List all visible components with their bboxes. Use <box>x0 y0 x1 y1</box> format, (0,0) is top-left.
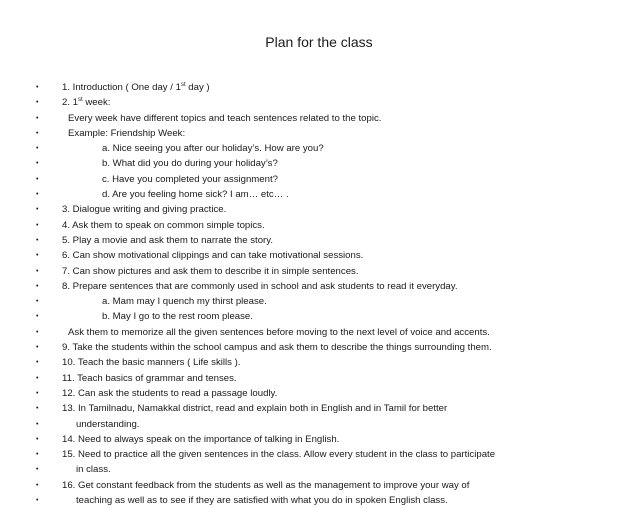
bullet-icon: • <box>36 466 39 474</box>
list-item-main-text: in class. <box>76 464 111 476</box>
bullet-icon: • <box>36 175 39 183</box>
list-item-main-text: 8. Prepare sentences that are commonly used in school and ask students to read it everyday. <box>62 280 458 292</box>
ordinal-superscript: st <box>78 97 83 104</box>
list-item-main-text: a. Nice seeing you after our holiday’s. How are you? <box>102 143 324 155</box>
list-item-main-text: 15. Need to practice all the given sentences in the class. Allow every student in the class to participate <box>62 449 496 461</box>
list-item-main-text: 16. Get constant feedback from the students as well as the management to improve your way of <box>62 479 470 491</box>
bullet-icon: • <box>36 389 39 397</box>
list-item <box>0 187 638 202</box>
bullet-icon: • <box>36 282 39 290</box>
list-item-main-text: 4. Ask them to speak on common simple topics. <box>62 219 265 231</box>
list-item <box>0 172 638 187</box>
bullet-icon: • <box>36 84 39 91</box>
list-item-text <box>62 264 359 279</box>
list-item-main-text: Ask them to memorize all the given sentences before moving to the next level of voice and accents. <box>68 326 490 338</box>
list-item-main-text: 11. Teach basics of grammar and tenses. <box>62 372 237 384</box>
list-item <box>0 218 638 233</box>
list-item-trailing-text: week: <box>82 97 111 109</box>
list-item <box>0 95 638 110</box>
list-item-main-text: 12. Can ask the students to read a passage loudly. <box>62 387 278 399</box>
list-item <box>0 279 638 294</box>
bullet-icon: • <box>36 435 39 443</box>
list-item <box>0 493 638 508</box>
list-item <box>0 340 638 355</box>
list-item-text <box>102 172 278 187</box>
bullet-icon: • <box>36 451 39 459</box>
slide-title: Plan for the class <box>265 34 373 50</box>
list-item-text <box>102 187 289 202</box>
list-item-text <box>76 417 139 432</box>
ordinal-superscript: st <box>180 81 186 88</box>
list-item-text <box>62 355 240 370</box>
list-item-main-text: 5. Play a movie and ask them to narrate the story. <box>62 234 273 246</box>
list-item-main-text: 7. Can show pictures and ask them to describe it in simple sentences. <box>62 265 359 277</box>
bullet-icon: • <box>36 99 39 107</box>
list-item <box>0 462 638 477</box>
list-item-text <box>62 248 363 263</box>
list-item-text <box>62 432 339 447</box>
bullet-icon: • <box>36 221 39 229</box>
list-item <box>0 447 638 462</box>
list-item-text <box>62 386 277 401</box>
list-item <box>0 417 638 432</box>
bullet-icon: • <box>36 405 39 413</box>
list-item-main-text: teaching as well as to see if they are satisfied with what you do in spoken English class. <box>76 495 448 507</box>
list-item <box>0 248 638 263</box>
list-item <box>0 386 638 401</box>
bullet-icon: • <box>36 298 39 306</box>
bullet-icon: • <box>36 160 39 168</box>
list-item-main-text: a. Mam may I quench my thirst please. <box>102 296 267 308</box>
bullet-icon: • <box>36 267 39 275</box>
list-item <box>0 432 638 447</box>
list-item-text <box>62 371 237 386</box>
list-item-text <box>102 141 324 156</box>
list-item-text <box>76 462 111 477</box>
list-item-main-text: c. Have you completed your assignment? <box>102 173 278 185</box>
list-item-main-text: 2. 1 <box>62 97 79 109</box>
list-item <box>0 309 638 324</box>
list-item-main-text: 3. Dialogue writing and giving practice. <box>62 204 227 216</box>
list-item-text <box>102 294 267 309</box>
list-item-text <box>62 447 495 462</box>
list-item-main-text: b. May I go to the rest room please. <box>102 311 253 323</box>
list-item-main-text: 1. Introduction ( One day / 1 <box>62 82 181 93</box>
list-item <box>0 325 638 340</box>
list-item <box>0 126 638 141</box>
bullet-icon: • <box>36 328 39 336</box>
list-item-main-text: Every week have different topics and teach sentences related to the topic. <box>68 112 382 124</box>
list-item <box>0 156 638 171</box>
list-item-text <box>62 80 210 95</box>
list-item-main-text: d. Are you feeling home sick? I am… etc… . <box>102 189 289 201</box>
bullet-icon: • <box>36 129 39 137</box>
bullet-icon: • <box>36 191 39 199</box>
list-item-text <box>62 401 447 416</box>
list-item <box>0 371 638 386</box>
list-item-text <box>68 325 490 340</box>
list-item-main-text: Example: Friendship Week: <box>68 127 186 139</box>
list-item-text <box>76 493 448 508</box>
bullet-icon: • <box>36 481 39 489</box>
bullet-icon: • <box>36 313 39 321</box>
list-item-main-text: 10. Teach the basic manners ( Life skills ). <box>62 357 241 369</box>
list-item-main-text: 9. Take the students within the school campus and ask them to describe the things surrounding them. <box>62 342 492 354</box>
bullet-icon: • <box>36 420 39 428</box>
list-item <box>0 202 638 217</box>
bullet-icon: • <box>36 145 39 153</box>
list-item-text <box>62 218 265 233</box>
bullet-icon: • <box>36 344 39 352</box>
list-item-text <box>68 126 185 141</box>
bullet-icon: • <box>36 359 39 367</box>
list-item-main-text: 6. Can show motivational clippings and can take motivational sessions. <box>62 250 364 262</box>
bullet-icon: • <box>36 114 39 122</box>
plan-list <box>0 80 638 508</box>
list-item <box>0 355 638 370</box>
list-item-main-text: 14. Need to always speak on the importance of talking in English. <box>62 433 340 445</box>
list-item-text <box>62 202 226 217</box>
list-item <box>0 111 638 126</box>
list-item-text <box>62 95 110 110</box>
bullet-icon: • <box>36 236 39 244</box>
list-item-text <box>62 478 469 493</box>
list-item-text <box>62 279 458 294</box>
list-item <box>0 141 638 156</box>
list-item-trailing-text: day ) <box>185 82 210 93</box>
bullet-icon: • <box>36 374 39 382</box>
list-item <box>0 294 638 309</box>
list-item-text <box>62 340 492 355</box>
bullet-icon: • <box>36 497 39 505</box>
bullet-icon: • <box>36 206 39 214</box>
list-item <box>0 401 638 416</box>
list-item-text <box>68 111 381 126</box>
list-item <box>0 80 638 95</box>
bullet-icon: • <box>36 252 39 260</box>
list-item <box>0 264 638 279</box>
list-item-main-text: understanding. <box>76 418 140 430</box>
list-item-main-text: b. What did you do during your holiday’s? <box>102 158 278 170</box>
list-item <box>0 478 638 493</box>
list-item-text <box>62 233 273 248</box>
list-item-text <box>102 309 253 324</box>
list-item-text <box>102 156 278 171</box>
list-item <box>0 233 638 248</box>
list-item-main-text: 13. In Tamilnadu, Namakkal district, read and explain both in English and in Tamil for better <box>62 403 448 415</box>
